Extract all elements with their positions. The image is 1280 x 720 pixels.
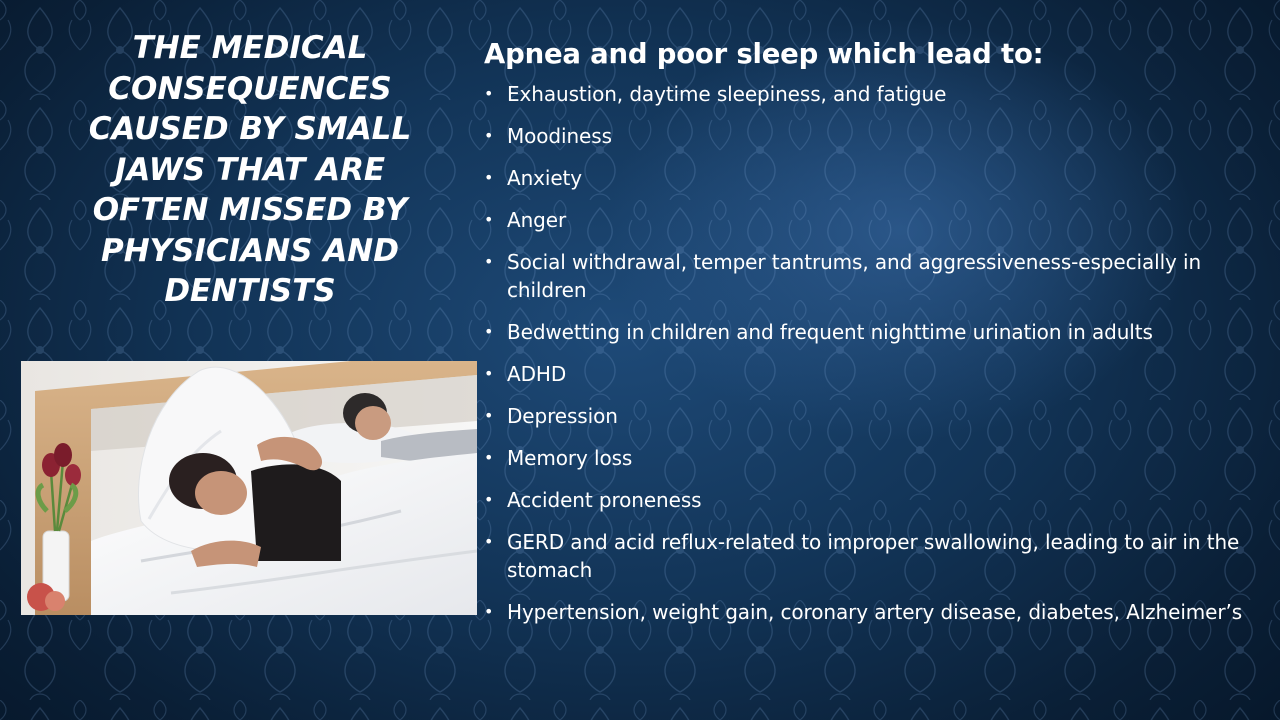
list-item-text: Anxiety	[507, 166, 583, 190]
list-item-text: Hypertension, weight gain, coronary artery disease, diabetes, Alzheimer’s	[507, 600, 1243, 624]
list-item	[484, 122, 1264, 150]
content-heading: Apnea and poor sleep which lead to:	[484, 38, 1044, 70]
bullet-icon: •	[484, 168, 494, 187]
list-item	[484, 248, 1264, 304]
list-item	[484, 360, 1264, 388]
bullet-icon: •	[484, 532, 494, 551]
sleeping-couple-photo	[21, 361, 477, 615]
consequences-list	[484, 80, 1264, 626]
bullet-icon: •	[484, 322, 494, 341]
bullet-icon: •	[484, 252, 494, 271]
list-item	[484, 402, 1264, 430]
list-item	[484, 444, 1264, 472]
list-item	[484, 318, 1264, 346]
list-item-text: Anger	[507, 208, 567, 232]
list-item-text: GERD and acid reflux-related to improper swallowing, leading to air in the stomach	[507, 530, 1240, 582]
bullet-icon: •	[484, 210, 494, 229]
list-item	[484, 80, 1264, 108]
list-item	[484, 486, 1264, 514]
list-item-text: Social withdrawal, temper tantrums, and aggressiveness-especially in children	[507, 250, 1202, 302]
slide-title: THE MEDICAL CONSEQUENCES CAUSED BY SMALL JAWS THAT ARE OFTEN MISSED BY PHYSICIANS AND DENTISTS	[88, 30, 412, 309]
list-item	[484, 528, 1264, 584]
bullet-icon: •	[484, 126, 494, 145]
list-item-text: Exhaustion, daytime sleepiness, and fatigue	[507, 82, 947, 106]
bullet-icon: •	[484, 490, 494, 509]
list-item	[484, 164, 1264, 192]
list-item-text: Memory loss	[507, 446, 633, 470]
bullet-icon: •	[484, 448, 494, 467]
bullet-icon: •	[484, 84, 494, 103]
content-panel	[484, 36, 1264, 640]
bullet-icon: •	[484, 364, 494, 383]
list-item-text: ADHD	[507, 362, 567, 386]
bullet-icon: •	[484, 602, 494, 621]
list-item	[484, 598, 1264, 626]
bullet-icon: •	[484, 406, 494, 425]
list-item-text: Moodiness	[507, 124, 612, 148]
list-item-text: Bedwetting in children and frequent nighttime urination in adults	[507, 320, 1153, 344]
list-item	[484, 206, 1264, 234]
list-item-text: Depression	[507, 404, 618, 428]
list-item-text: Accident proneness	[507, 488, 702, 512]
